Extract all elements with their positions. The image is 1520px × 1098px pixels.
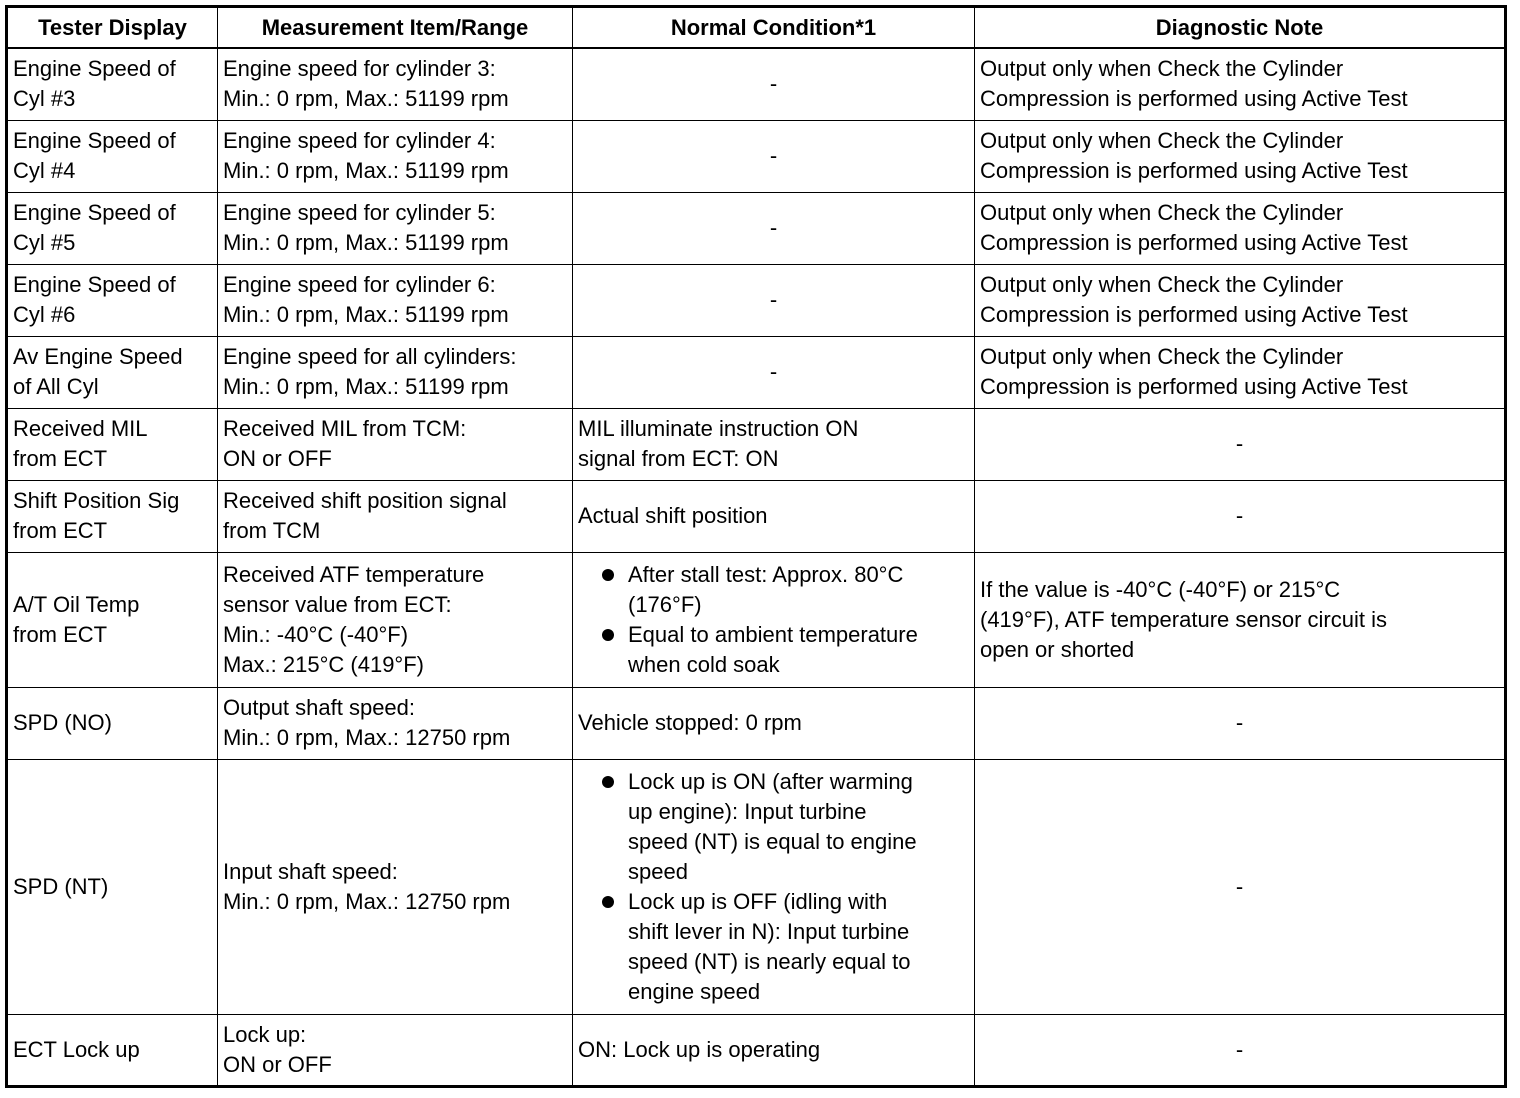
measurement-cell: Input shaft speed: Min.: 0 rpm, Max.: 12750 rpm [218,759,573,1014]
table-header-row [7,7,1506,49]
bullet-icon [602,629,614,641]
diagnostic-note-cell: - [975,1014,1506,1086]
tester-display-cell: SPD (NT) [7,759,218,1014]
measurement-cell: Output shaft speed: Min.: 0 rpm, Max.: 12750 rpm [218,687,573,759]
bullet-icon [602,569,614,581]
diagnostic-note-cell: - [975,408,1506,480]
normal-condition-cell: Actual shift position [573,480,975,552]
header-diagnostic-note: Diagnostic Note [975,7,1506,49]
bullet-icon [602,776,614,788]
table-row [7,759,1506,1014]
diagnostic-note-cell: Output only when Check the Cylinder Compression is performed using Active Test [975,336,1506,408]
tester-display-cell: SPD (NO) [7,687,218,759]
measurement-cell: Engine speed for all cylinders: Min.: 0 rpm, Max.: 51199 rpm [218,336,573,408]
table-row [7,192,1506,264]
measurement-cell: Engine speed for cylinder 3: Min.: 0 rpm, Max.: 51199 rpm [218,48,573,120]
tester-display-cell: Shift Position Sig from ECT [7,480,218,552]
normal-condition-cell: Vehicle stopped: 0 rpm [573,687,975,759]
list-item: Lock up is ON (after warming up engine): Input turbine speed (NT) is equal to engine speed [578,767,969,887]
tester-display-cell: Engine Speed of Cyl #6 [7,264,218,336]
table-row [7,687,1506,759]
measurement-cell: Engine speed for cylinder 4: Min.: 0 rpm, Max.: 51199 rpm [218,120,573,192]
normal-condition-cell [573,552,975,687]
list-item: Equal to ambient temperature when cold soak [578,620,969,680]
tester-display-cell: Received MIL from ECT [7,408,218,480]
normal-condition-cell: - [573,264,975,336]
tester-display-cell: Engine Speed of Cyl #5 [7,192,218,264]
tester-display-cell: A/T Oil Temp from ECT [7,552,218,687]
header-normal-condition: Normal Condition*1 [573,7,975,49]
table-row [7,552,1506,687]
diagnostic-note-cell: - [975,480,1506,552]
diagnostic-data-table [5,5,1507,1088]
tester-display-cell: Av Engine Speed of All Cyl [7,336,218,408]
tester-display-cell: Engine Speed of Cyl #3 [7,48,218,120]
tester-display-cell: Engine Speed of Cyl #4 [7,120,218,192]
normal-condition-cell: MIL illuminate instruction ON signal from ECT: ON [573,408,975,480]
diagnostic-note-cell: Output only when Check the Cylinder Compression is performed using Active Test [975,264,1506,336]
measurement-cell: Engine speed for cylinder 6: Min.: 0 rpm, Max.: 51199 rpm [218,264,573,336]
normal-condition-cell: - [573,336,975,408]
normal-condition-cell: - [573,48,975,120]
table-row [7,480,1506,552]
table-row [7,120,1506,192]
list-item: Lock up is OFF (idling with shift lever in N): Input turbine speed (NT) is nearly equal to engine speed [578,887,969,1007]
normal-condition-cell [573,759,975,1014]
bullet-list [578,560,969,680]
measurement-cell: Lock up: ON or OFF [218,1014,573,1086]
header-measurement-item: Measurement Item/Range [218,7,573,49]
table-row [7,48,1506,120]
diagnostic-note-cell: Output only when Check the Cylinder Compression is performed using Active Test [975,192,1506,264]
table-row [7,336,1506,408]
tester-display-cell: ECT Lock up [7,1014,218,1086]
measurement-cell: Engine speed for cylinder 5: Min.: 0 rpm, Max.: 51199 rpm [218,192,573,264]
measurement-cell: Received MIL from TCM: ON or OFF [218,408,573,480]
bullet-icon [602,896,614,908]
diagnostic-note-cell: Output only when Check the Cylinder Compression is performed using Active Test [975,48,1506,120]
measurement-cell: Received shift position signal from TCM [218,480,573,552]
table-row [7,408,1506,480]
diagnostic-note-cell: - [975,759,1506,1014]
table-row [7,1014,1506,1086]
normal-condition-cell: - [573,192,975,264]
table-row [7,264,1506,336]
bullet-list [578,767,969,1007]
list-item: After stall test: Approx. 80°C (176°F) [578,560,969,620]
normal-condition-cell: ON: Lock up is operating [573,1014,975,1086]
diagnostic-note-cell: Output only when Check the Cylinder Compression is performed using Active Test [975,120,1506,192]
normal-condition-cell: - [573,120,975,192]
diagnostic-note-cell: If the value is -40°C (-40°F) or 215°C (419°F), ATF temperature sensor circuit is open or shorted [975,552,1506,687]
diagnostic-note-cell: - [975,687,1506,759]
measurement-cell: Received ATF temperature sensor value from ECT: Min.: -40°C (-40°F) Max.: 215°C (419°F) [218,552,573,687]
header-tester-display: Tester Display [7,7,218,49]
